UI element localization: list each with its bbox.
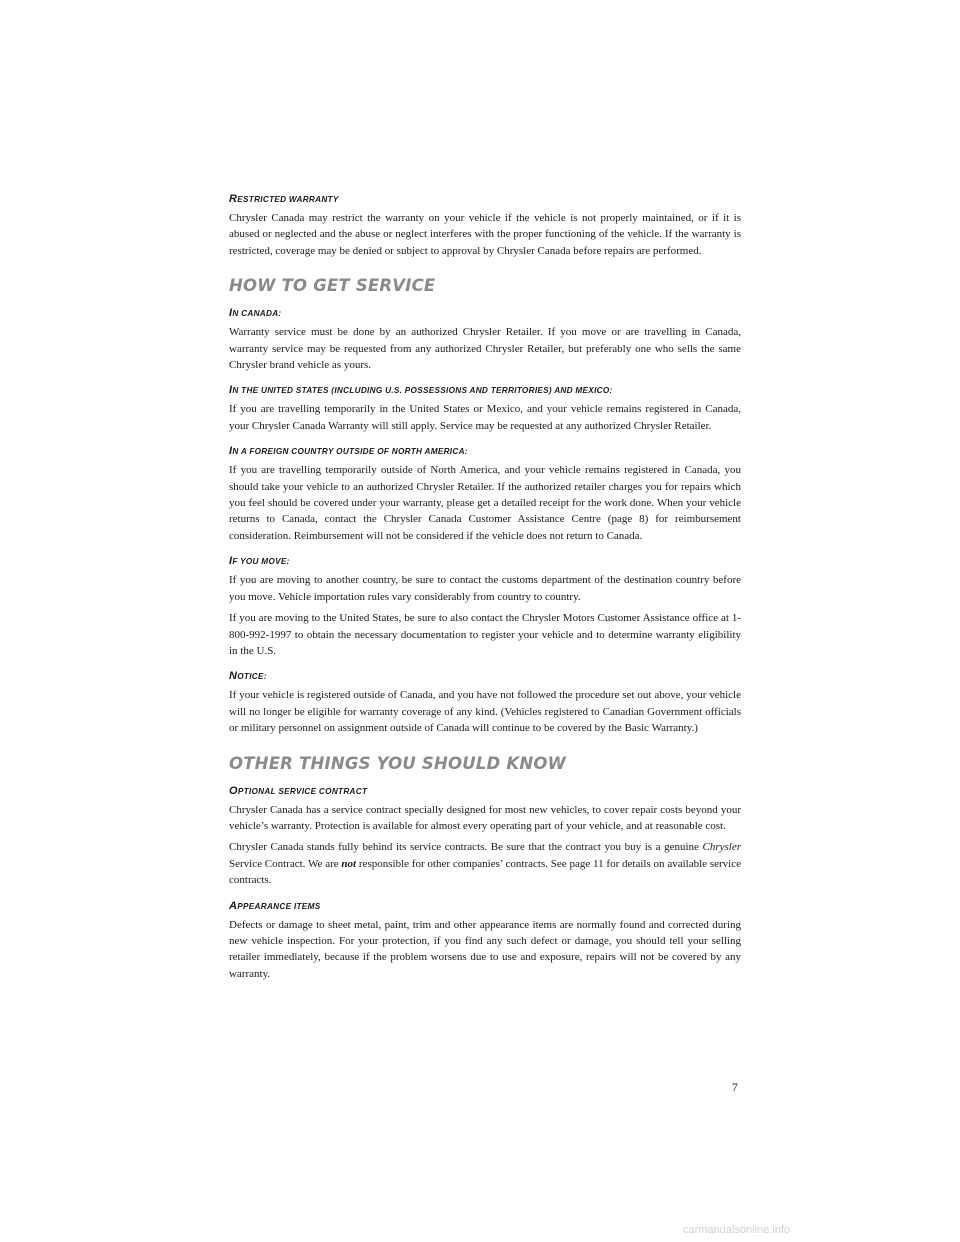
paragraph-in-united-states: If you are travelling temporarily in the United States or Mexico, and your vehicle remains registered in Canada, your Chrysler Canada Warranty will still apply. Service may be requested at any authorized Chrysler Retailer.	[229, 403, 741, 432]
subheading-optional-service-contract: OPTIONAL SERVICE CONTRACT	[229, 784, 368, 797]
page-number: 7	[732, 1082, 738, 1094]
subheading-if-you-move: IF YOU MOVE:	[229, 555, 290, 568]
emphasis-chrysler: Chrysler	[702, 841, 741, 854]
page-content	[229, 193, 741, 987]
subheading-notice: NOTICE:	[229, 670, 267, 683]
emphasis-not: not	[341, 857, 357, 870]
paragraph-optional-2: Chrysler Canada stands fully behind its service contracts. Be sure that the contract you buy is a genuine Chrysler Service Contract. We are not responsible for other companies’ contracts. See page 11 for details on available service contracts.	[229, 841, 741, 887]
watermark: carmanualsonline.info	[683, 1224, 791, 1236]
paragraph-in-canada: Warranty service must be done by an authorized Chrysler Retailer. If you move or are travelling in Canada, warranty service may be requested from any authorized Chrysler Retailer, but preferably one who sells the same Chrysler brand vehicle as yours.	[229, 326, 741, 372]
paragraph-restricted-warranty: Chrysler Canada may restrict the warranty on your vehicle if the vehicle is not properly maintained, or if it is abused or neglected and the abuse or neglect interferes with the proper functioning of the vehicle. If the warranty is restricted, coverage may be denied or subject to approval by Chrysler Canada before repairs are performed.	[229, 212, 741, 257]
paragraph-move-2: If you are moving to the United States, be sure to also contact the Chrysler Motors Customer Assistance office at 1-800-992-1997 to obtain the necessary documentation to register your vehicle and to determine warranty eligibility in the U.S.	[229, 612, 741, 657]
heading-how-to-get-service: HOW TO GET SERVICE	[229, 276, 436, 296]
paragraph-notice: If your vehicle is registered outside of Canada, and you have not followed the procedure set out above, your vehicle will no longer be eligible for warranty coverage of any kind. (Vehicles registered to Canadian Government officials or military personnel on assignment outside of Canada will continue to be covered by the Basic Warranty.)	[229, 689, 741, 735]
heading-other-things: OTHER THINGS YOU SHOULD KNOW	[229, 753, 567, 773]
subheading-foreign-country: IN A FOREIGN COUNTRY OUTSIDE OF NORTH AMERICA:	[229, 445, 468, 458]
paragraph-optional-1: Chrysler Canada has a service contract specially designed for most new vehicles, to cover repair costs beyond your vehicle’s warranty. Protection is available for almost every operating part of your vehicle, and at reasonable cost.	[229, 803, 741, 832]
subheading-restricted-warranty: RESTRICTED WARRANTY	[229, 193, 339, 205]
subheading-in-canada: IN CANADA:	[229, 307, 282, 320]
subheading-in-united-states: IN THE UNITED STATES (INCLUDING U.S. POSSESSIONS AND TERRITORIES) AND MEXICO:	[229, 384, 613, 397]
paragraph-move-1: If you are moving to another country, be sure to contact the customs department of the destination country before you move. Vehicle importation rules vary considerably from country to country.	[229, 574, 741, 603]
paragraph-appearance: Defects or damage to sheet metal, paint, trim and other appearance items are normally found and corrected during new vehicle inspection. For your protection, if you find any such defect or damage, you should tell your selling retailer immediately, because if the problem worsens due to use and exposure, repairs will not be covered by any warranty.	[229, 918, 741, 980]
paragraph-foreign-country: If you are travelling temporarily outside of North America, and your vehicle remains registered in Canada, you should take your vehicle to an authorized Chrysler Retailer. If the authorized retailer charges you for repairs which you feel should be covered under your warranty, please get a detailed receipt for the work done. When your vehicle returns to Canada, contact the Chrysler Canada Customer Assistance Centre (page 8) for reimbursement consideration. Reimbursement will not be considered if the vehicle does not return to Canada.	[229, 464, 741, 542]
subheading-appearance-items: APPEARANCE ITEMS	[229, 899, 321, 912]
